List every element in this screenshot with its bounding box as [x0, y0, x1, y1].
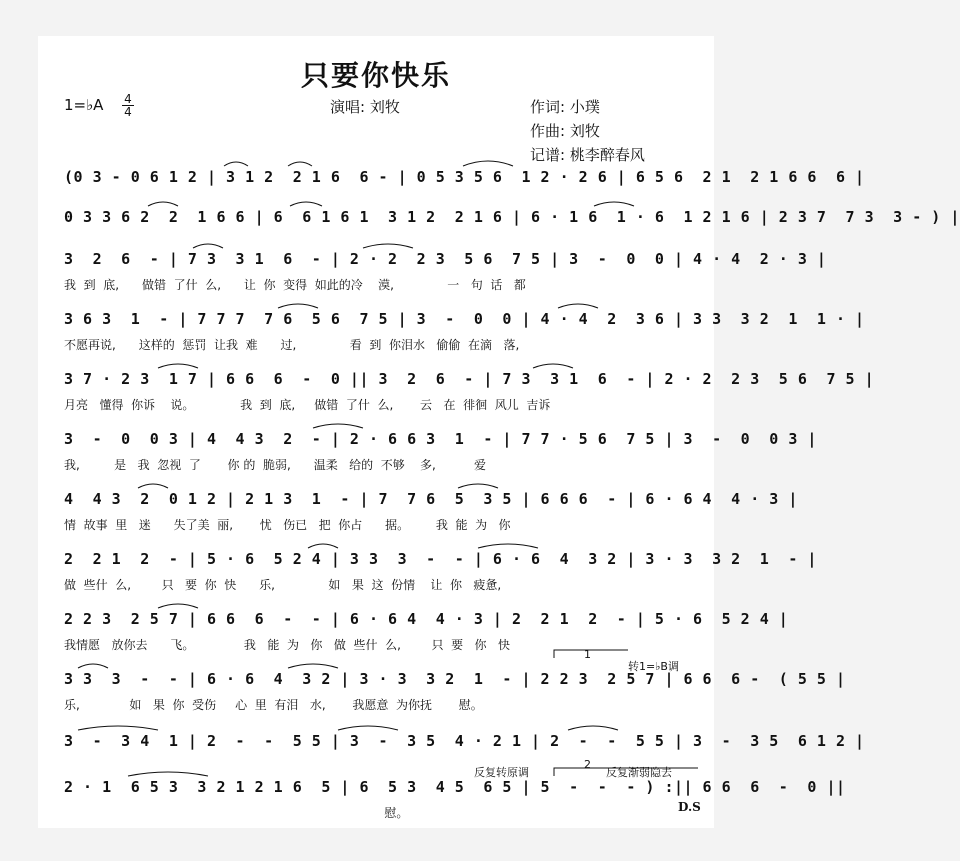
- ds-mark: D.S: [678, 800, 701, 814]
- slur: [558, 304, 598, 308]
- lyric-row: 情 故事 里 迷 失了美 丽, 忧 伤已 把 你占 据。 我 能 为 你: [64, 518, 511, 532]
- time-signature: [122, 93, 134, 118]
- music-row: 3 7 · 2 3 1 7 | 6 6 6 - 0 || 3 2 6 - | 7 3 3 1 6 - | 2 · 2 2 3 5 6 7 5 |: [64, 370, 875, 388]
- volta-1-label: 1: [584, 648, 591, 661]
- slur: [288, 162, 312, 166]
- music-row: 2 2 1 2 - | 5 · 6 5 2 4 | 3 3 3 - - | 6 · 6 4 3 2 | 3 · 3 3 2 1 - |: [64, 550, 817, 568]
- lyric-row: 慰。: [64, 806, 409, 820]
- slur: [594, 202, 634, 206]
- slur: [308, 544, 338, 548]
- slur: [193, 244, 223, 248]
- music-row: 3 2 6 - | 7 3 3 1 6 - | 2 · 2 2 3 5 6 7 5 | 3 - 0 0 | 4 · 4 2 · 3 |: [64, 250, 827, 268]
- slur: [78, 664, 108, 668]
- slur: [313, 424, 363, 428]
- music-row: 0 3 3 6 2 2 1 6 6 | 6 6 1 6 1 3 1 2 2 1 6 | 6 · 1 6 1 · 6 1 2 1 6 | 2 3 7 7 3 3 - ) |: [64, 208, 960, 226]
- lyric-row: 做 些什 么, 只 要 你 快 乐, 如 果 这 份情 让 你 疲惫,: [64, 578, 502, 592]
- lyric-row: 我, 是 我 忽视 了 你 的 脆弱, 温柔 给的 不够 多, 爱: [64, 458, 486, 472]
- repeat-fade-note: 反复渐弱隐去: [606, 766, 672, 779]
- score-page: [38, 36, 960, 828]
- slur: [458, 484, 498, 488]
- slur: [463, 161, 513, 166]
- music-row: 2 · 1 6 5 3 3 2 1 2 1 6 5 | 6 5 3 4 5 6 5 | 5 - - - ) :|| 6 6 6 - 0 ||: [64, 778, 846, 796]
- slur: [338, 726, 398, 730]
- time-signature-bottom: 4: [122, 105, 134, 118]
- music-row: 4 4 3 2 0 1 2 | 2 1 3 1 - | 7 7 6 5 3 5 | 6 6 6 - | 6 · 6 4 4 · 3 |: [64, 490, 798, 508]
- music-row: 2 2 3 2 5 7 | 6 6 6 - - | 6 · 6 4 4 · 3 | 2 2 1 2 - | 5 · 6 5 2 4 |: [64, 610, 789, 628]
- slur: [278, 304, 318, 308]
- slur: [138, 484, 168, 488]
- music-row: 3 6 3 1 - | 7 7 7 7 6 5 6 7 5 | 3 - 0 0 | 4 · 4 2 3 6 | 3 3 3 2 1 1 · |: [64, 310, 865, 328]
- lyric-row: 月亮 懂得 你诉 说。 我 到 底, 做错 了什 么, 云 在 徘徊 风儿 吉诉: [64, 398, 551, 412]
- music-row: (0 3 - 0 6 1 2 | 3 1 2 2 1 6 6 - | 0 5 3 5 6 1 2 · 2 6 | 6 5 6 2 1 2 1 6 6 6 |: [64, 168, 865, 186]
- slur: [288, 664, 338, 668]
- time-signature-top: 4: [124, 92, 132, 106]
- slur: [158, 604, 198, 608]
- music-row: 3 - 3 4 1 | 2 - - 5 5 | 3 - 3 5 4 · 2 1 | 2 - - 5 5 | 3 - 3 5 6 1 2 |: [64, 732, 865, 750]
- volta-2-label: 2: [584, 758, 591, 771]
- slur: [290, 202, 322, 206]
- modulation-note: 转1=♭B调: [628, 660, 679, 673]
- transcriber-credit: 记谱: 桃李醉春风: [530, 146, 645, 164]
- slur: [158, 364, 198, 368]
- lyric-row: 我情愿 放你去 飞。 我 能 为 你 做 些什 么, 只 要 你 快: [64, 638, 510, 652]
- lyric-row: 不愿再说, 这样的 惩罚 让我 难 过, 看 到 你泪水 偷偷 在滴 落,: [64, 338, 520, 352]
- singer-credit: 演唱: 刘牧: [330, 98, 400, 116]
- lyricist-credit: 作词: 小璞: [530, 98, 600, 116]
- music-row: 3 3 3 - - | 6 · 6 4 3 2 | 3 · 3 3 2 1 - | 2 2 3 2 5 7 | 6 6 6 - ( 5 5 |: [64, 670, 846, 688]
- lyric-row: 乐, 如 果 你 受伤 心 里 有泪 水, 我愿意 为你抚 慰。: [64, 698, 483, 712]
- slur: [478, 544, 538, 548]
- slur: [568, 726, 618, 730]
- key-signature: 1=♭A: [64, 96, 104, 114]
- music-row: 3 - 0 0 3 | 4 4 3 2 - | 2 · 6 6 3 1 - | 7 7 · 5 6 7 5 | 3 - 0 0 3 |: [64, 430, 817, 448]
- lyric-row: 我 到 底, 做错 了什 么, 让 你 变得 如此的冷 漠, 一 句 话 都: [64, 278, 526, 292]
- slur: [128, 772, 208, 776]
- slur: [363, 244, 413, 248]
- slur: [148, 202, 178, 206]
- repeat-original-note: 反复转原调: [474, 766, 529, 779]
- song-title: 只要你快乐: [300, 59, 451, 92]
- composer-credit: 作曲: 刘牧: [530, 122, 600, 140]
- slur: [78, 726, 158, 730]
- slur: [224, 162, 248, 166]
- slur: [533, 364, 573, 368]
